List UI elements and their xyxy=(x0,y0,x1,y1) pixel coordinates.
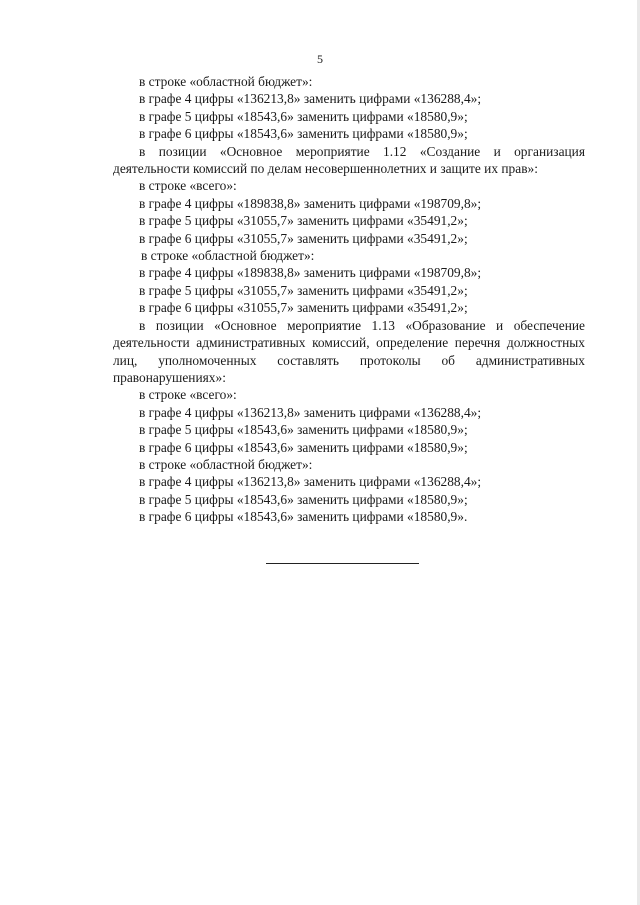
text-line: в графе 5 цифры «31055,7» заменить цифрами «35491,2»; xyxy=(139,213,468,229)
text-line: в графе 6 цифры «18543,6» заменить цифрами «18580,9»; xyxy=(139,126,468,142)
text-line: в строке «областной бюджет»: xyxy=(139,456,313,472)
text-line: в строке «областной бюджет»: xyxy=(139,74,313,89)
text-line: в графе 4 цифры «136213,8» заменить цифрами «136288,4»; xyxy=(139,91,482,107)
paragraph-line: лиц, уполномоченных составлять протоколы об административных xyxy=(113,352,585,368)
text-line: в графе 5 цифры «18543,6» заменить цифрами «18580,9»; xyxy=(139,422,468,438)
document-body xyxy=(113,73,585,526)
text-line: в графе 4 цифры «189838,8» заменить цифрами «198709,8»; xyxy=(139,265,482,281)
text-line: в графе 6 цифры «31055,7» заменить цифрами «35491,2»; xyxy=(139,300,468,316)
text-line: в графе 4 цифры «136213,8» заменить цифрами «136288,4»; xyxy=(139,404,482,420)
text-line: в графе 5 цифры «31055,7» заменить цифрами «35491,2»; xyxy=(139,282,468,298)
end-divider-line xyxy=(266,563,419,564)
text-line: в строке «всего»: xyxy=(139,387,237,403)
paragraph-line: деятельности административных комиссий, определение перечня должностных xyxy=(113,335,585,351)
page-number: 5 xyxy=(317,52,323,66)
text-line: в строке «всего»: xyxy=(139,178,237,194)
text-line: в графе 5 цифры «18543,6» заменить цифрами «18580,9»; xyxy=(139,108,468,124)
text-line: в графе 4 цифры «136213,8» заменить цифрами «136288,4»; xyxy=(139,474,482,490)
paragraph-line: деятельности комиссий по делам несовершеннолетних и защите их прав»: xyxy=(113,161,538,177)
text-line: в графе 6 цифры «31055,7» заменить цифрами «35491,2»; xyxy=(139,230,468,246)
text-line: в графе 5 цифры «18543,6» заменить цифрами «18580,9»; xyxy=(139,491,468,507)
text-line: в строке «областной бюджет»: xyxy=(141,248,315,264)
paragraph-line: в позиции «Основное мероприятие 1.12 «Создание и организация xyxy=(139,143,585,159)
text-line: в графе 4 цифры «189838,8» заменить цифрами «198709,8»; xyxy=(139,195,482,211)
text-line: в графе 6 цифры «18543,6» заменить цифрами «18580,9»; xyxy=(139,439,468,455)
text-line: в графе 6 цифры «18543,6» заменить цифрами «18580,9». xyxy=(139,509,468,525)
paragraph-line: правонарушениях»: xyxy=(113,369,226,385)
paragraph-line: в позиции «Основное мероприятие 1.13 «Образование и обеспечение xyxy=(139,317,585,333)
